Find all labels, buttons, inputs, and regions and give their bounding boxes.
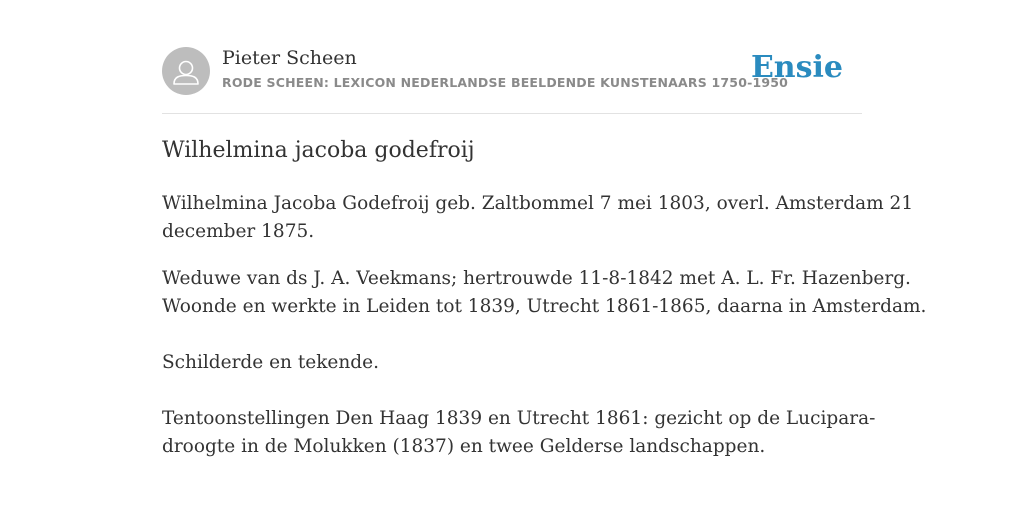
paragraph-line: december 1875.: [162, 221, 315, 242]
paragraph-line: Wilhelmina Jacoba Godefroij geb. Zaltbommel 7 mei 1803, overl. Amsterdam 21: [162, 193, 914, 214]
paragraph-line: droogte in de Molukken (1837) en twee Gelderse landschappen.: [162, 436, 766, 457]
source-title[interactable]: RODE SCHEEN: LEXICON NEDERLANDSE BEELDENDE KUNSTENAARS 1750-1950: [222, 75, 789, 90]
header-divider: [162, 113, 862, 114]
paragraph: [162, 265, 927, 321]
paragraph: [162, 190, 914, 246]
article-title: Wilhelmina jacoba godefroij: [162, 138, 475, 163]
user-silhouette-icon: [162, 47, 210, 95]
paragraph: [162, 349, 862, 377]
avatar[interactable]: [162, 47, 210, 95]
paragraph-line: Schilderde en tekende.: [162, 352, 379, 373]
paragraph-line: Woonde en werkte in Leiden tot 1839, Utrecht 1861-1865, daarna in Amsterdam.: [162, 296, 927, 317]
brand-logo[interactable]: Ensie: [750, 50, 843, 85]
paragraph: [162, 405, 876, 461]
paragraph-line: Tentoonstellingen Den Haag 1839 en Utrecht 1861: gezicht op de Lucipara-: [162, 408, 876, 429]
header: [162, 46, 862, 96]
author-name[interactable]: Pieter Scheen: [222, 47, 357, 69]
paragraph-line: Weduwe van ds J. A. Veekmans; hertrouwde 11-8-1842 met A. L. Fr. Hazenberg.: [162, 268, 911, 289]
